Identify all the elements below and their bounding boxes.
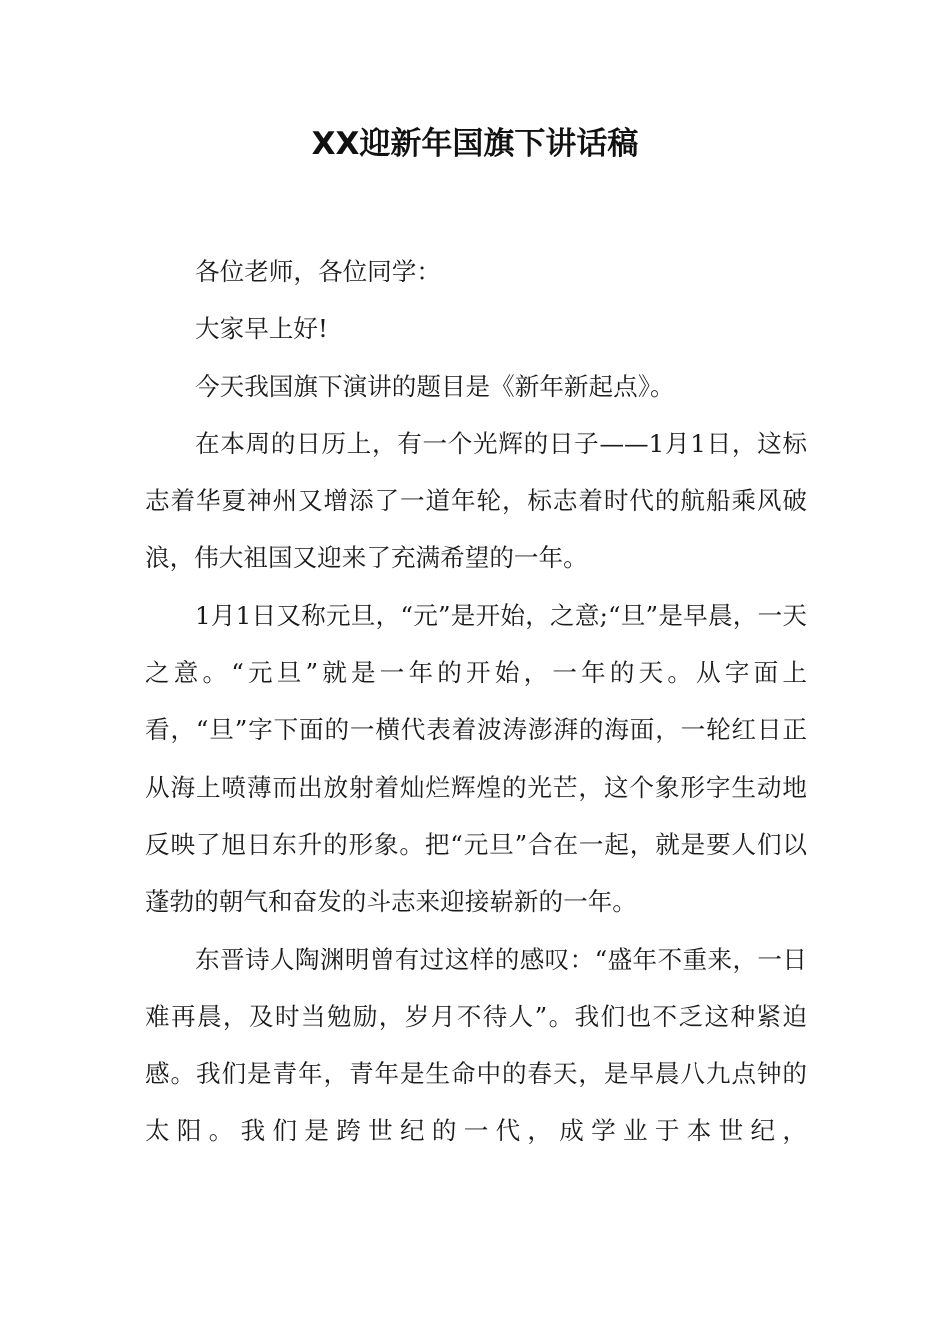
document-body: [145, 243, 807, 1160]
poet-quote-paragraph: 东晋诗人陶渊明曾有过这样的感叹：“盛年不重来，一日难再晨，及时当勉励，岁月不待人”。我们也不乏这种紧迫感。我们是青年，青年是生命中的春天，是早晨八九点钟的太阳。我们是跨世纪的一代，成学业于本世纪，: [145, 944, 807, 1146]
morning-greeting-paragraph: 大家早上好!: [195, 314, 328, 344]
greeting-paragraph: 各位老师，各位同学：: [195, 257, 441, 286]
speech-topic-paragraph: 今天我国旗下演讲的题目是《新年新起点》。: [195, 371, 675, 401]
new-year-meaning-paragraph: 1月1日又称元旦，“元”是开始，之意;“旦”是早晨，一天之意。“元旦”就是一年的开始，一年的天。从字面上看，“旦”字下面的一横代表着波涛澎湃的海面，一轮红日正从海上喷薄而出放射着灿烂辉煌的光芒，这个象形字生动地反映了旭日东升的形象。把“元旦”合在一起，就是要人们以蓬勃的朝气和奋发的斗志来迎接崭新的一年。: [145, 600, 807, 917]
document-title: XX迎新年国旗下讲话稿: [311, 126, 639, 162]
calendar-paragraph: 在本周的日历上，有一个光辉的日子——1月1日，这标志着华夏神州又增添了一道年轮，标志着时代的航船乘风破浪，伟大祖国又迎来了充满希望的一年。: [145, 428, 807, 573]
